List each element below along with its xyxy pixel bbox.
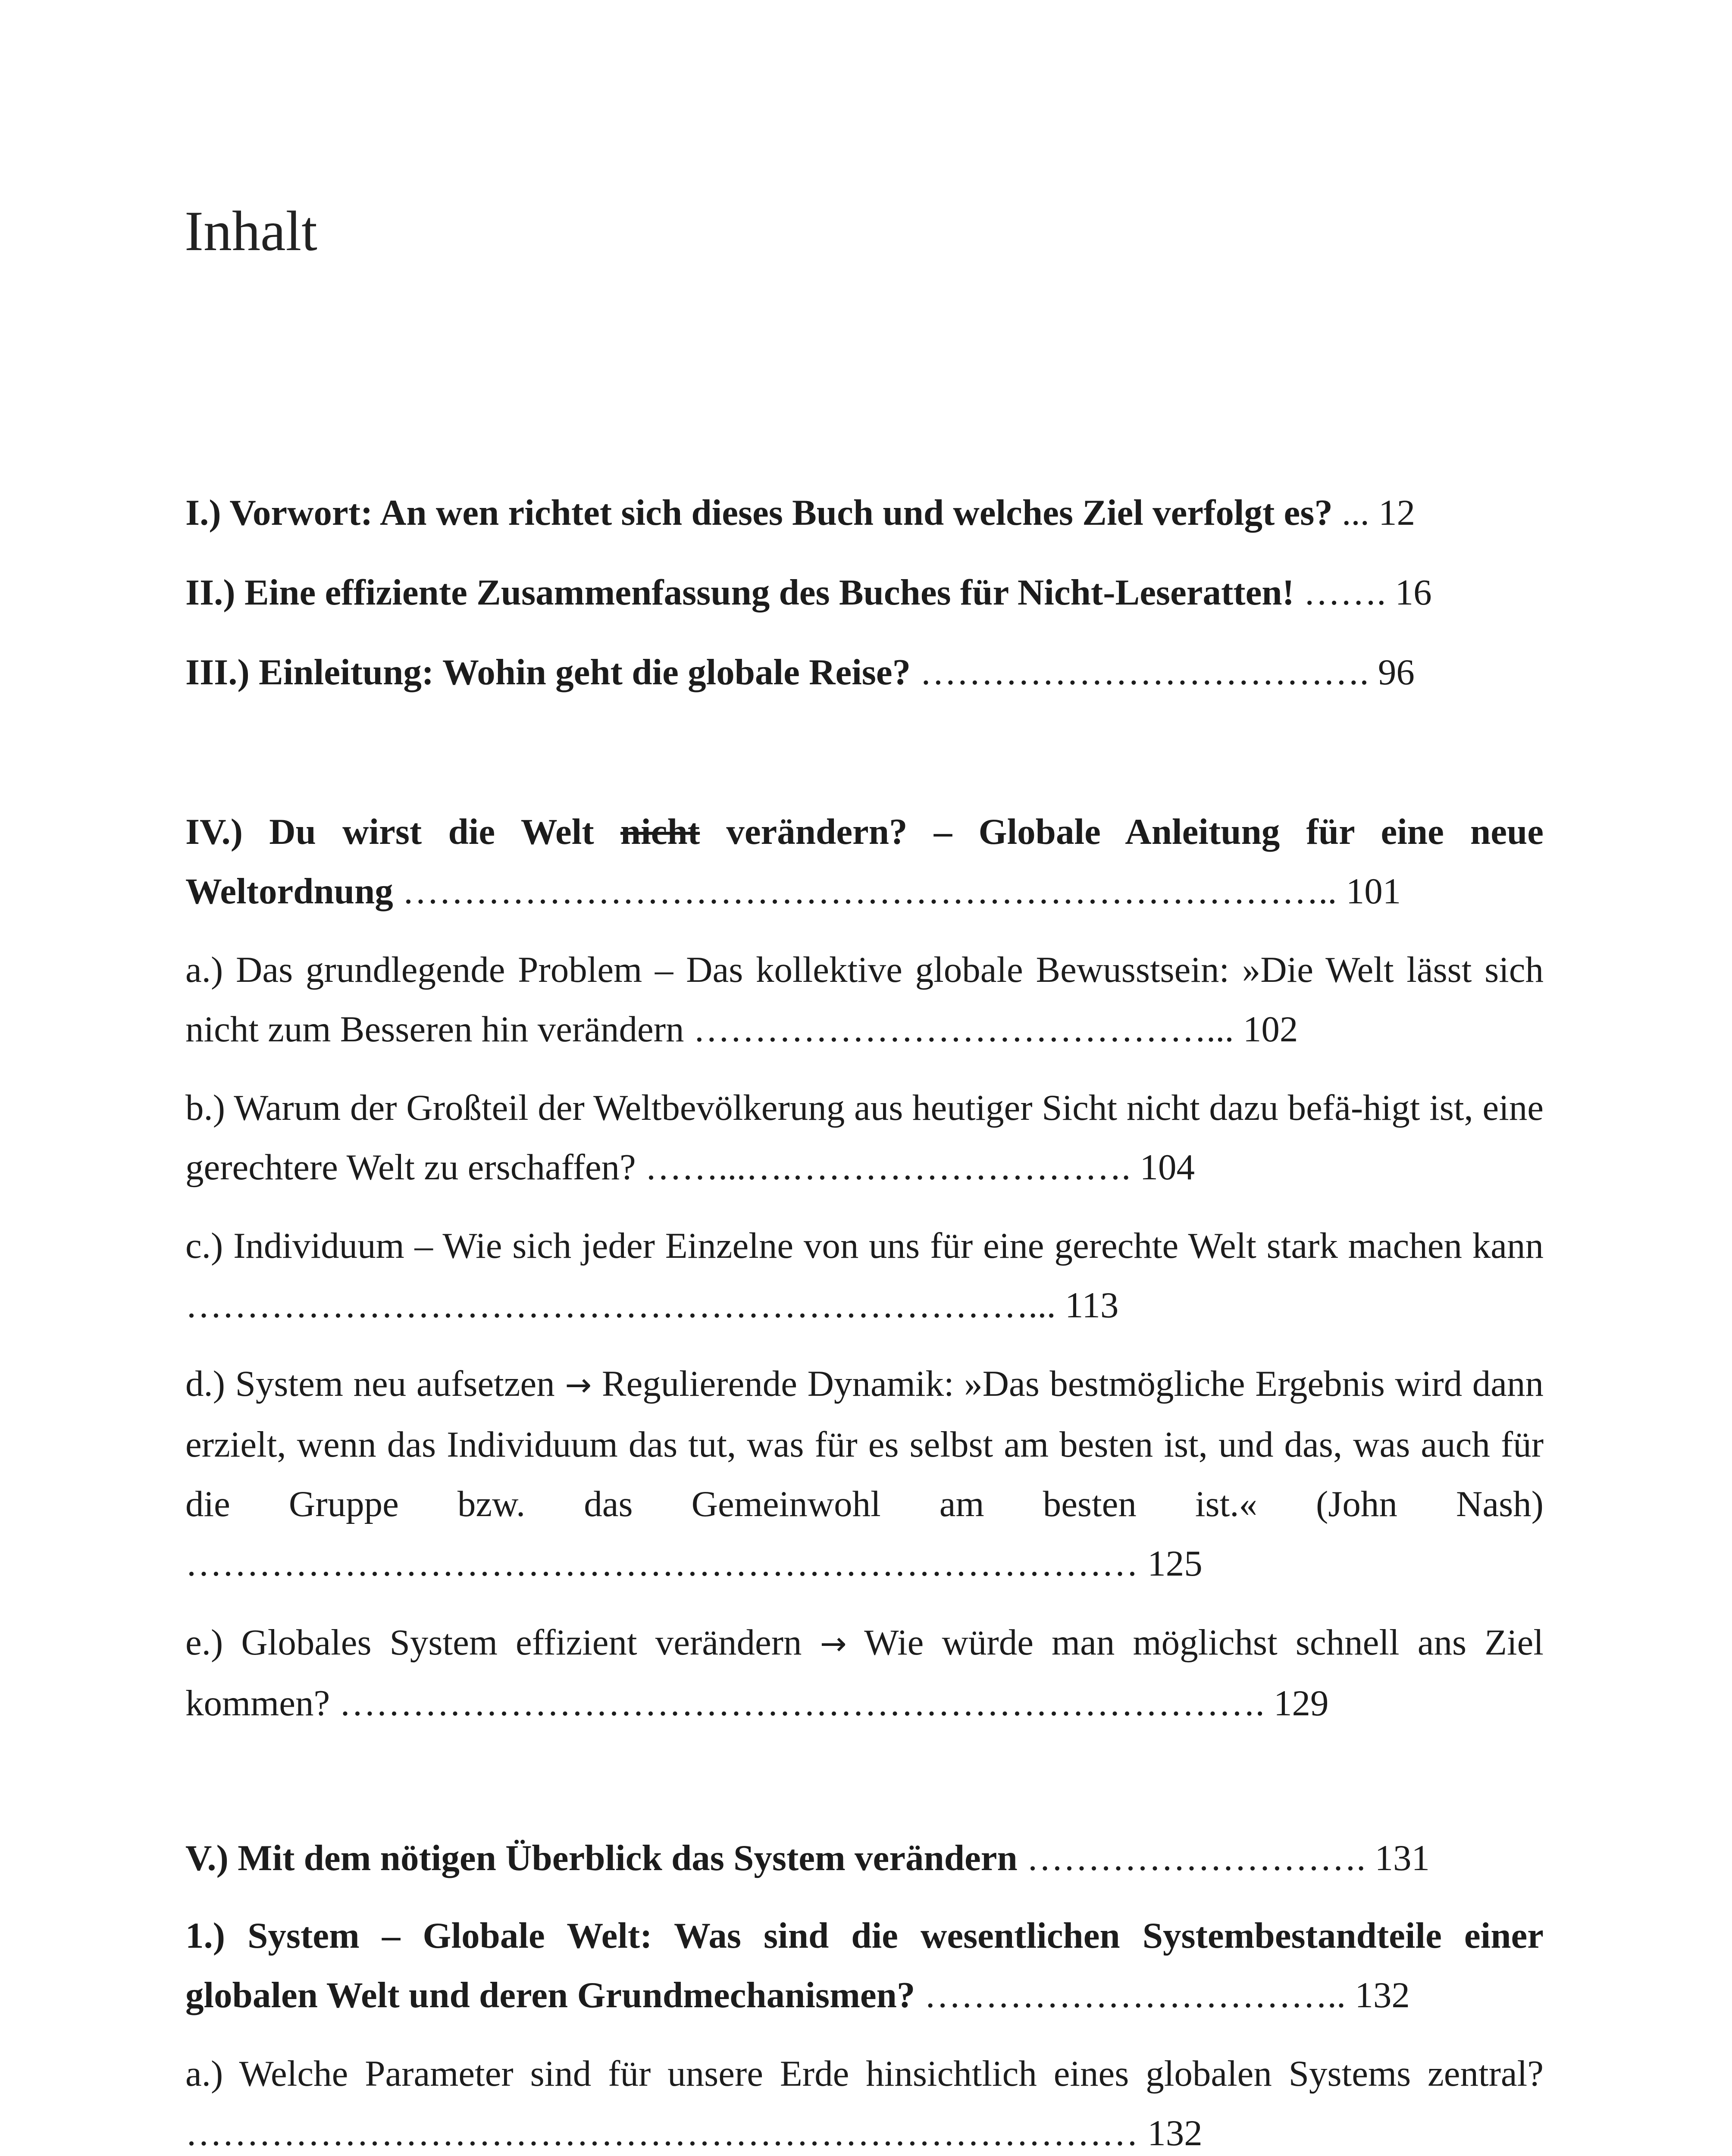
toc-entry-text: a.) Welche Parameter sind für unsere Erde hinsichtlich eines globalen Systems zentral? bbox=[185, 2053, 1544, 2094]
toc-entry-zusammenfassung bbox=[185, 563, 1544, 622]
toc-page-number: 102 bbox=[1234, 1009, 1298, 1050]
toc-entry-text: II.) Eine effiziente Zusammenfassung des Buches für Nicht-Leseratten! bbox=[185, 572, 1294, 613]
toc-entry-welt-veraendern bbox=[185, 802, 1544, 921]
arrow-right-icon: → bbox=[820, 1625, 847, 1662]
toc-entry-einleitung bbox=[185, 642, 1544, 702]
toc-entry-individuum bbox=[185, 1216, 1544, 1335]
toc-entry-text: I.) Vorwort: An wen richtet sich dieses Buch und welches Ziel verfolgt es? bbox=[185, 492, 1333, 533]
toc-entry-system-neu-aufsetzen bbox=[185, 1354, 1544, 1593]
toc-page-number: 131 bbox=[1366, 1838, 1430, 1878]
struck-word: nicht bbox=[620, 812, 700, 852]
toc-leader-dots: ………………………………………………………………….. bbox=[393, 871, 1337, 912]
toc-entry-text: III.) Einleitung: Wohin geht die globale Reise? bbox=[185, 652, 911, 693]
toc-leader-dots: ……………………………………... bbox=[684, 1009, 1234, 1050]
toc-leader-dots: …………………………….. bbox=[915, 1975, 1346, 2015]
toc-entry-text: e.) Globales System effizient verändern bbox=[185, 1622, 820, 1663]
toc-page-number: 132 bbox=[1138, 2113, 1203, 2153]
toc-leader-dots: …………………………………………………………………… bbox=[185, 1543, 1138, 1584]
toc-entry-parameter bbox=[185, 2044, 1544, 2156]
toc-page-number: 104 bbox=[1131, 1147, 1195, 1188]
toc-entry-globales-system bbox=[185, 1613, 1544, 1733]
toc-entry-text: Wie würde man möglichst schnell ans Ziel kommen? bbox=[185, 1622, 1544, 1724]
toc-page-number: 132 bbox=[1346, 1975, 1410, 2015]
toc-entry-text: a.) Das grundlegende Problem – Das kollektive globale Bewusstsein: »Die Welt lässt sich nicht zum Besseren hin verändern bbox=[185, 950, 1544, 1050]
page-title: Inhalt bbox=[185, 199, 317, 263]
toc-leader-dots: …………………………………………………………………… bbox=[185, 2113, 1138, 2153]
toc-leader-dots: ... bbox=[1332, 492, 1369, 533]
toc-leader-dots: ……………………………………………………………... bbox=[185, 1285, 1056, 1326]
toc-page-number: 12 bbox=[1369, 492, 1416, 533]
arrow-right-icon: → bbox=[565, 1366, 592, 1404]
toc-page-number: 101 bbox=[1337, 871, 1401, 912]
toc-entry-text: c.) Individuum – Wie sich jeder Einzelne von uns für eine gerechte Welt stark machen kann bbox=[185, 1225, 1544, 1266]
toc-entry-grundlegendes-problem bbox=[185, 940, 1544, 1059]
toc-entry-text: d.) System neu aufsetzen bbox=[185, 1363, 565, 1404]
toc-entry-text: V.) Mit dem nötigen Überblick das System verändern bbox=[185, 1838, 1018, 1878]
toc-entry-grossteil bbox=[185, 1078, 1544, 1197]
toc-leader-dots: ………………………………. bbox=[911, 652, 1369, 693]
toc-page-number: 16 bbox=[1386, 572, 1432, 613]
toc-page-number: 125 bbox=[1138, 1543, 1203, 1584]
toc-leader-dots: ……...….………………………. bbox=[636, 1147, 1131, 1188]
toc-page-number: 113 bbox=[1055, 1285, 1119, 1326]
toc-leader-dots: …………………………………………………………………. bbox=[330, 1683, 1265, 1724]
toc-page-number: 129 bbox=[1264, 1683, 1329, 1724]
toc-page-number: 96 bbox=[1369, 652, 1415, 693]
toc-entry-vorwort bbox=[185, 483, 1544, 542]
toc-entry-text: verändern? – Globale Anleitung für eine neue Weltordnung bbox=[185, 812, 1544, 912]
toc-entry-ueberblick bbox=[185, 1828, 1544, 1888]
toc-entry-text: IV.) Du wirst die Welt bbox=[185, 812, 620, 852]
toc-entry-text: 1.) System – Globale Welt: Was sind die wesentlichen Systembestandteile einer globalen Welt und deren Grundmechanismen? bbox=[185, 1915, 1544, 2015]
toc-leader-dots: ………………………. bbox=[1017, 1838, 1366, 1878]
toc-entry-text: b.) Warum der Großteil der Weltbevölkerung aus heutiger Sicht nicht dazu befä-higt ist, eine gerechtere Welt zu erschaffen? bbox=[185, 1087, 1544, 1188]
toc-entry-globale-welt bbox=[185, 1906, 1544, 2025]
toc-leader-dots: ……. bbox=[1294, 572, 1386, 613]
toc-entry-text: Regulierende Dynamik: »Das bestmögliche Ergebnis wird dann erzielt, wenn das Individuum das tut, was für es selbst am besten ist, und das, was auch für die Gruppe bzw. das Gemeinwohl am besten ist.« (John Nash) bbox=[185, 1363, 1544, 1524]
